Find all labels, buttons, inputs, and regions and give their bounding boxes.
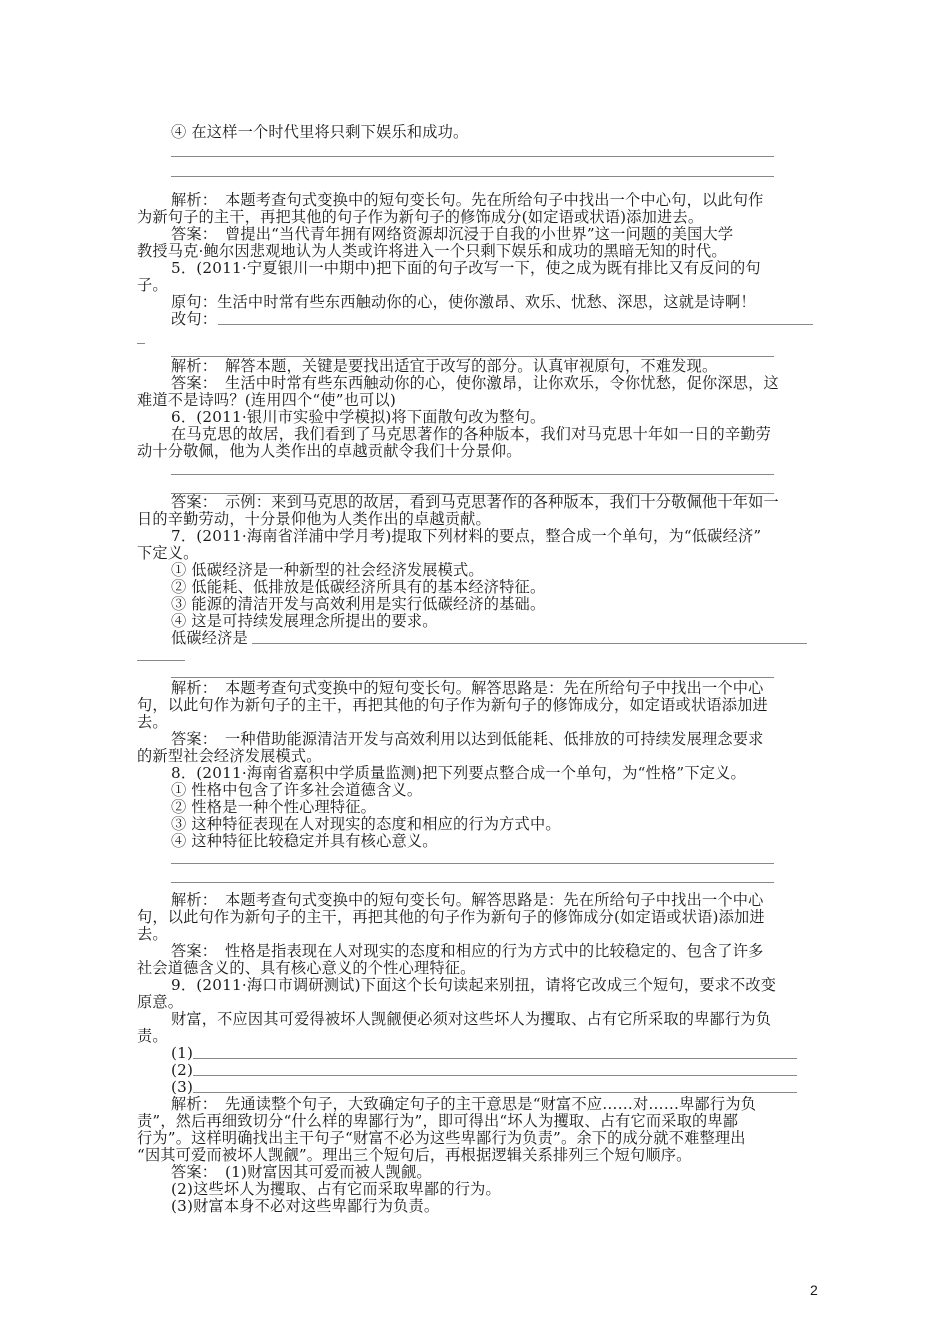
text-line: 的新型社会经济发展模式。 [137,747,322,765]
answer-blank-line [171,176,774,177]
text-line: 解析： 本题考查句式变换中的短句变长句。解答思路是：先在所给句子中找出一个中心 [171,679,764,697]
text-line: (1) [171,1044,194,1062]
text-line: 行为”。这样明确找出主干句子“财富不必为这些卑鄙行为负责”。余下的成分就不难整理出 [137,1129,746,1147]
text-line: 日的辛勤劳动，十分景仰他为人类作出的卓越贡献。 [137,510,491,528]
text-line: ④ 这是可持续发展理念所提出的要求。 [171,612,438,630]
text-line: 解析： 本题考查句式变换中的短句变长句。先在所给句子中找出一个中心句，以此句作 [171,191,764,209]
text-line: 低碳经济是 [171,629,248,647]
text-line: (3)财富本身不必对这些卑鄙行为负责。 [171,1197,440,1215]
text-line: 动十分敬佩，他为人类作出的卓越贡献令我们十分景仰。 [137,442,522,460]
text-line: 在马克思的故居，我们看到了马克思著作的各种版本，我们对马克思十年如一日的辛勤劳 [171,425,772,443]
answer-blank-line [171,474,774,475]
text-line: 9．(2011·海口市调研测试)下面这个长句读起来别扭，请将它改成三个短句，要求不改变 [171,976,777,994]
text-line: 社会道德含义的、具有核心意义的个性心理特征。 [137,959,476,977]
text-line: 财富，不应因其可爱得被坏人觊觎便必须对这些坏人为攫取、占有它所采取的卑鄙行为负 [171,1010,772,1028]
text-line: 责”，然后再细致切分“什么样的卑鄙行为”，即可得出“坏人为攫取、占有它而采取的卑鄙 [137,1112,739,1130]
text-line: ② 低能耗、低排放是低碳经济所具有的基本经济特征。 [171,578,546,596]
text-line: ④ 在这样一个时代里将只剩下娱乐和成功。 [171,123,469,141]
answer-blank-line [252,643,807,644]
text-line: (3) [171,1078,194,1096]
text-line: 改句： [171,310,218,328]
text-line: 8．(2011·海南省嘉积中学质量监测)把下列要点整合成一个单句，为“性格”下定义。 [171,764,746,782]
text-line: 难道不是诗吗？(连用四个“使”也可以) [137,391,396,409]
text-line: 责。 [137,1027,168,1045]
text-line: “因其可爱而被坏人觊觎”。理出三个短句后，再根据逻辑关系排列三个短句顺序。 [137,1146,692,1164]
text-line: 去。 [137,713,168,731]
text-line: 7．(2011·海南省洋浦中学月考)提取下列材料的要点，整合成一个单句，为“低碳经济” [171,527,762,545]
answer-blank-line [137,660,185,661]
text-line: 解析： 先通读整个句子，大致确定句子的主干意思是“财富不应……对……卑鄙行为负 [171,1095,757,1113]
text-line: 子。 [137,276,168,294]
answer-blank-line [193,1075,797,1076]
answer-blank-line [193,1092,797,1093]
text-line: ① 性格中包含了许多社会道德含义。 [171,781,423,799]
text-line: 5．(2011·宁夏银川一中期中)把下面的句子改写一下，使之成为既有排比又有反问的句 [171,259,761,277]
answer-blank-line [193,1058,797,1059]
text-line: ④ 这种特征比较稳定并具有核心意义。 [171,832,438,850]
answer-blank-line [171,882,774,883]
text-line: ③ 能源的清洁开发与高效利用是实行低碳经济的基础。 [171,595,546,613]
text-line: ③ 这种特征表现在人对现实的态度和相应的行为方式中。 [171,815,561,833]
text-line: 解析： 本题考查句式变换中的短句变长句。解答思路是：先在所给句子中找出一个中心 [171,891,764,909]
text-line: 教授马克·鲍尔因悲观地认为人类或许将进入一个只剩下娱乐和成功的黑暗无知的时代。 [137,242,727,260]
text-line: 原句：生活中时常有些东西触动你的心，使你激昂、欢乐、忧愁、深思，这就是诗啊！ [171,293,756,311]
answer-blank-line [171,863,774,864]
text-line: 下定义。 [137,544,199,562]
text-line: (2)这些坏人为攫取、占有它而采取卑鄙的行为。 [171,1180,501,1198]
page-number: 2 [810,1282,818,1298]
text-line: ① 低碳经济是一种新型的社会经济发展模式。 [171,561,484,579]
text-line: 答案： 曾提出“当代青年拥有网络资源却沉浸于自我的小世界”这一问题的美国大学 [171,225,734,243]
text-line: 6．(2011·银川市实验中学模拟)将下面散句改为整句。 [171,408,546,426]
text-line: 答案： 生活中时常有些东西触动你的心，使你激昂，让你欢乐，令你忧愁，促你深思，这 [171,374,779,392]
text-line: 去。 [137,925,168,943]
text-line: 答案： 性格是指表现在人对现实的态度和相应的行为方式中的比较稳定的、包含了许多 [171,942,764,960]
answer-blank-line [171,156,774,157]
text-line: 为新句子的主干，再把其他的句子作为新句子的修饰成分(如定语或状语)添加进去。 [137,208,704,226]
text-line: 解析： 解答本题，关键是要找出适宜于改写的部分。认真审视原句，不难发现。 [171,357,718,375]
text-line: (2) [171,1061,194,1079]
answer-blank-line [171,677,774,678]
answer-blank-line [137,343,145,344]
text-line: ② 性格是一种个性心理特征。 [171,798,377,816]
text-line: 句，以此句作为新句子的主干，再把其他的句子作为新句子的修饰成分(如定语或状语)添加进 [137,908,765,926]
text-line: 答案： 一种借助能源清洁开发与高效利用以达到低能耗、低排放的可持续发展理念要求 [171,730,764,748]
text-line: 原意。 [137,993,184,1011]
answer-blank-line [218,324,813,325]
text-line: 句，以此句作为新句子的主干，再把其他的句子作为新句子的修饰成分，如定语或状语添加进 [137,696,768,714]
text-line: 答案： 示例：来到马克思的故居，看到马克思著作的各种版本，我们十分敬佩他十年如一 [171,493,779,511]
text-line: 答案： (1)财富因其可爱而被人觊觎。 [171,1163,432,1181]
